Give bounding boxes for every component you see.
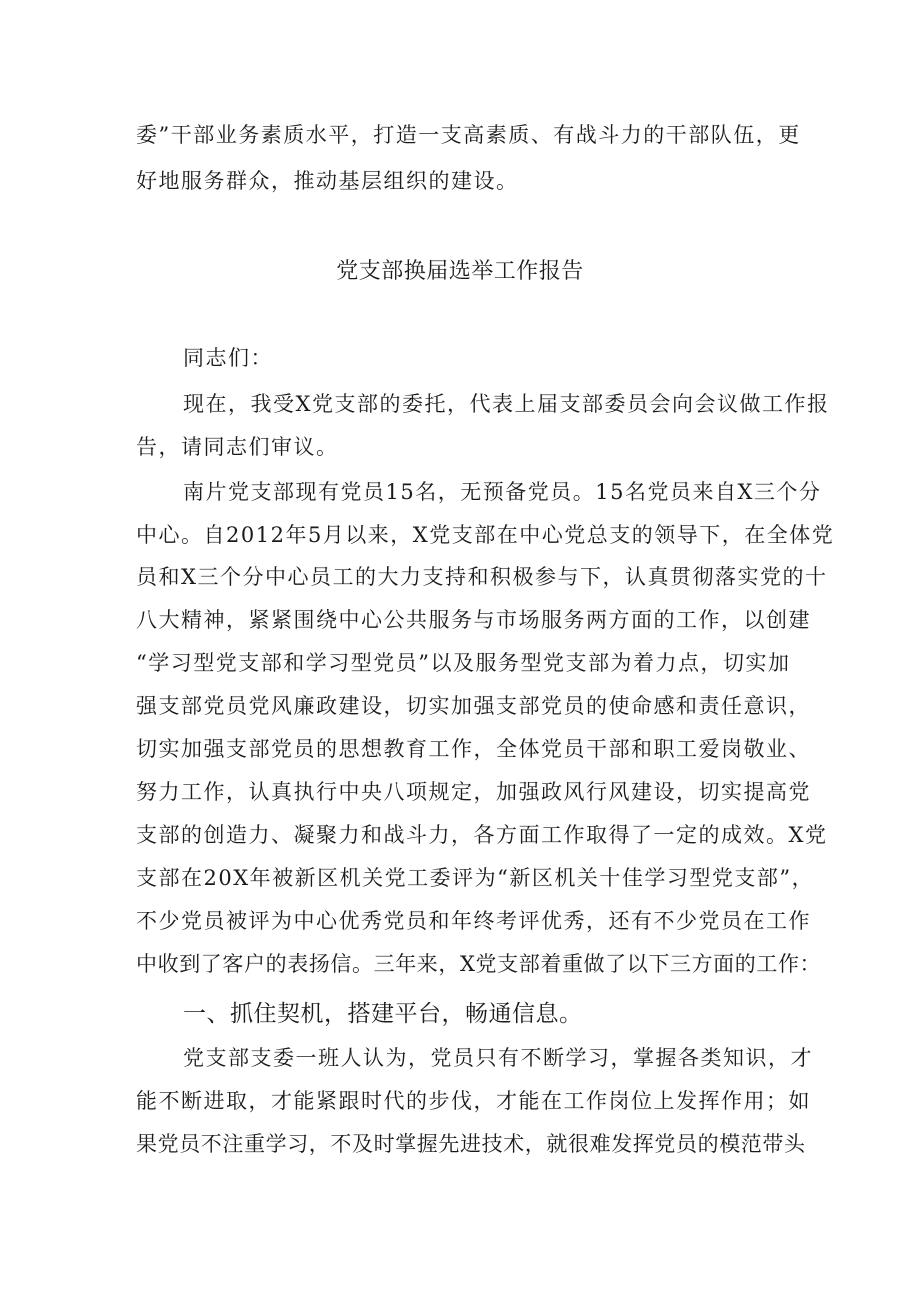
intro-line-1: 委”干部业务素质水平，打造一支高素质、有战斗力的干部队伍，更 xyxy=(136,123,801,147)
para2-line-7: 切实加强支部党员的思想教育工作，全体党员干部和职工爱岗敬业、 xyxy=(136,737,811,761)
para2-line-8: 努力工作，认真执行中央八项规定，加强政风行风建设，切实提高党 xyxy=(136,780,811,804)
intro-line-2: 好地服务群众，推动基层组织的建设。 xyxy=(136,169,519,193)
para3-line-3: 果党员不注重学习，不及时掌握先进技术，就很难发挥党员的模范带头 xyxy=(136,1132,806,1156)
para2-line-10: 支部在20X年被新区机关党工委评为“新区机关十佳学习型党支部”， xyxy=(136,866,815,890)
para3-line-2: 能不断进取，才能紧跟时代的步伐，才能在工作岗位上发挥作用；如 xyxy=(136,1089,811,1113)
para2-line-2: 中心。自2012年5月以来，X党支部在中心党总支的领导下，在全体党 xyxy=(136,523,835,547)
section-heading-1: 一、抓住契机，搭建平台，畅通信息。 xyxy=(183,1001,583,1027)
para2-line-6: 强支部党员党风廉政建设，切实加强支部党员的使命感和责任意识， xyxy=(136,694,811,718)
document-title: 党支部换届选举工作报告 xyxy=(336,259,584,284)
para2-line-11: 不少党员被评为中心优秀党员和年终考评优秀，还有不少党员在工作 xyxy=(136,909,811,933)
para1-line-2: 告，请同志们审议。 xyxy=(136,435,339,459)
para2-line-12: 中收到了客户的表扬信。三年来，X党支部着重做了以下三方面的工作： xyxy=(136,952,822,976)
para2-line-3: 员和X三个分中心员工的大力支持和积极参与下，认真贯彻落实党的十 xyxy=(136,565,828,589)
para3-line-1: 党支部支委一班人认为，党员只有不断学习，掌握各类知识，才 xyxy=(183,1046,813,1070)
para1-line-1: 现在，我受X党支部的委托，代表上届支部委员会向会议做工作报 xyxy=(183,392,830,416)
salutation: 同志们： xyxy=(183,346,273,370)
para2-line-1: 南片党支部现有党员15名，无预备党员。15名党员来自X三个分 xyxy=(183,480,822,504)
para2-line-4: 八大精神，紧紧围绕中心公共服务与市场服务两方面的工作，以创建 xyxy=(136,608,811,632)
para2-line-9: 支部的创造力、凝聚力和战斗力，各方面工作取得了一定的成效。X党 xyxy=(136,823,828,847)
para2-line-5: “学习型党支部和学习型党员”以及服务型党支部为着力点，切实加 xyxy=(136,651,791,675)
